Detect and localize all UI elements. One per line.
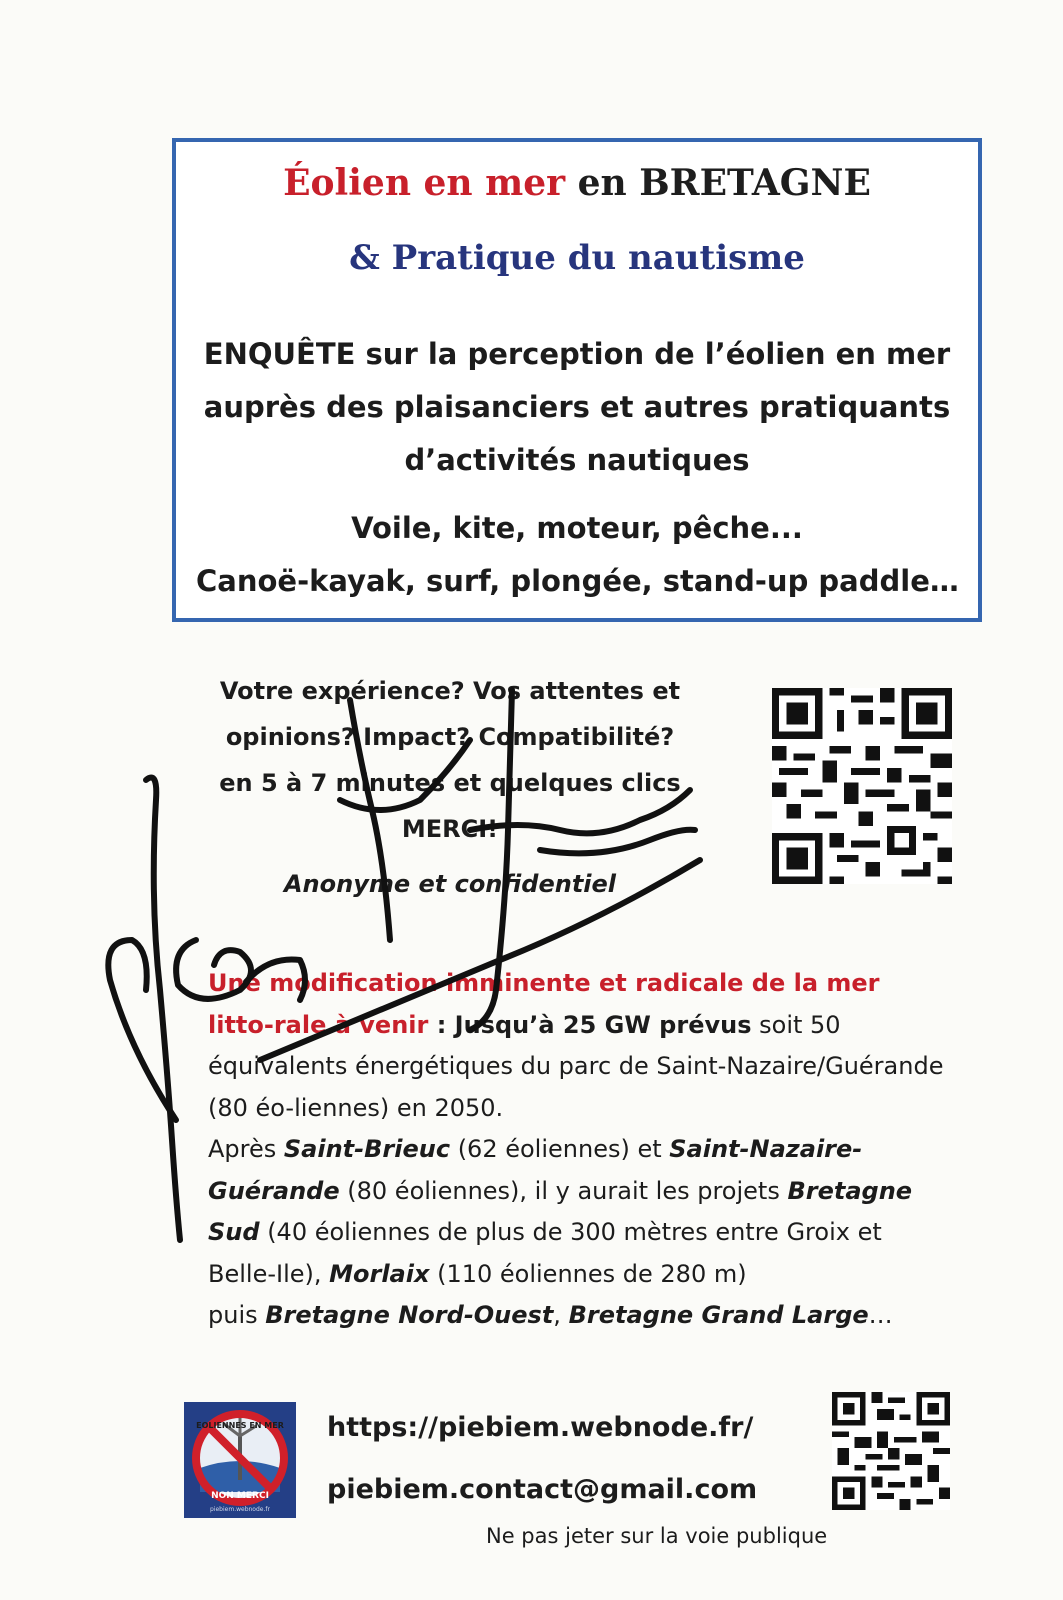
cta-line: MERCI! <box>401 815 499 843</box>
project-morlaix: Morlaix <box>329 1259 430 1288</box>
logo-text-url: piebiem.webnode.fr <box>210 1506 270 1513</box>
association-logo <box>184 1402 296 1518</box>
project-grand-large: Bretagne Grand Large <box>568 1301 869 1329</box>
email-link[interactable]: piebiem.contact@gmail.com <box>327 1474 758 1505</box>
activities-list <box>196 502 958 608</box>
logo-text-bottom: NON MERCI <box>211 1491 269 1501</box>
project-saint-nazaire: Saint-Nazaire-Guérande <box>208 1135 863 1205</box>
projects-text: puis <box>208 1301 266 1329</box>
title-red-part: Éolien en mer <box>283 162 566 204</box>
projects-text: (62 éoliennes) et <box>450 1135 670 1163</box>
cta-line: Votre expérience? Vos attentes et <box>219 677 681 705</box>
project-saint-brieuc: Saint-Brieuc <box>283 1135 451 1163</box>
logo-text-top: EOLIENNES EN MER <box>196 1421 284 1430</box>
title-black-part: en BRETAGNE <box>565 162 871 204</box>
projects-text: … <box>868 1301 893 1329</box>
footer-note: Ne pas jeter sur la voie publique <box>486 1524 828 1548</box>
call-to-action <box>200 668 700 852</box>
body-text <box>208 963 948 1337</box>
website-link[interactable]: https://piebiem.webnode.fr/ <box>327 1412 754 1443</box>
projects-text: (80 éoliennes), il y aurait les projets <box>339 1176 788 1205</box>
qr-code-website-icon[interactable] <box>832 1392 950 1510</box>
header-box <box>172 138 982 622</box>
projects-text: (110 éoliennes de 280 m) <box>429 1259 747 1288</box>
activity-line: Voile, kite, moteur, pêche... <box>351 511 803 545</box>
survey-line: ENQUÊTE sur la perception de l’éolien en mer <box>203 337 951 371</box>
survey-line: auprès des plaisanciers et autres pratiquants <box>203 390 951 424</box>
subtitle: & Pratique du nautisme <box>349 238 805 278</box>
capacity-detail: soit 50 équivalents énergétiques du parc de Saint-Nazaire/Guérande (80 éo-liennes) en 2050. <box>208 1010 944 1122</box>
title <box>176 162 978 204</box>
projects-text: (40 éoliennes de plus de 300 mètres entre Groix et Belle-Ile), <box>208 1218 882 1288</box>
qr-code-survey-icon[interactable] <box>772 688 952 884</box>
project-nord-ouest: Bretagne Nord-Ouest <box>265 1301 554 1329</box>
survey-line: d’activités nautiques <box>404 443 750 477</box>
capacity-highlight: : Jusqu’à 25 GW prévus <box>428 1010 752 1039</box>
intro-highlight: Une modification imminente et radicale de la mer litto-rale à venir <box>208 969 880 1039</box>
no-wind-turbine-icon <box>184 1402 296 1518</box>
survey-description <box>196 328 958 487</box>
activity-line: Canoë-kayak, surf, plongée, stand-up paddle… <box>196 564 959 598</box>
cta-line: opinions? Impact? Compatibilité? <box>225 723 675 751</box>
project-bretagne-sud: Bretagne Sud <box>208 1176 913 1246</box>
anonymous-note: Anonyme et confidentiel <box>283 870 617 898</box>
projects-text: , <box>553 1301 569 1329</box>
contact-block <box>327 1397 757 1521</box>
projects-text: Après <box>208 1135 284 1163</box>
cta-line: en 5 à 7 minutes et quelques clics <box>219 769 681 797</box>
